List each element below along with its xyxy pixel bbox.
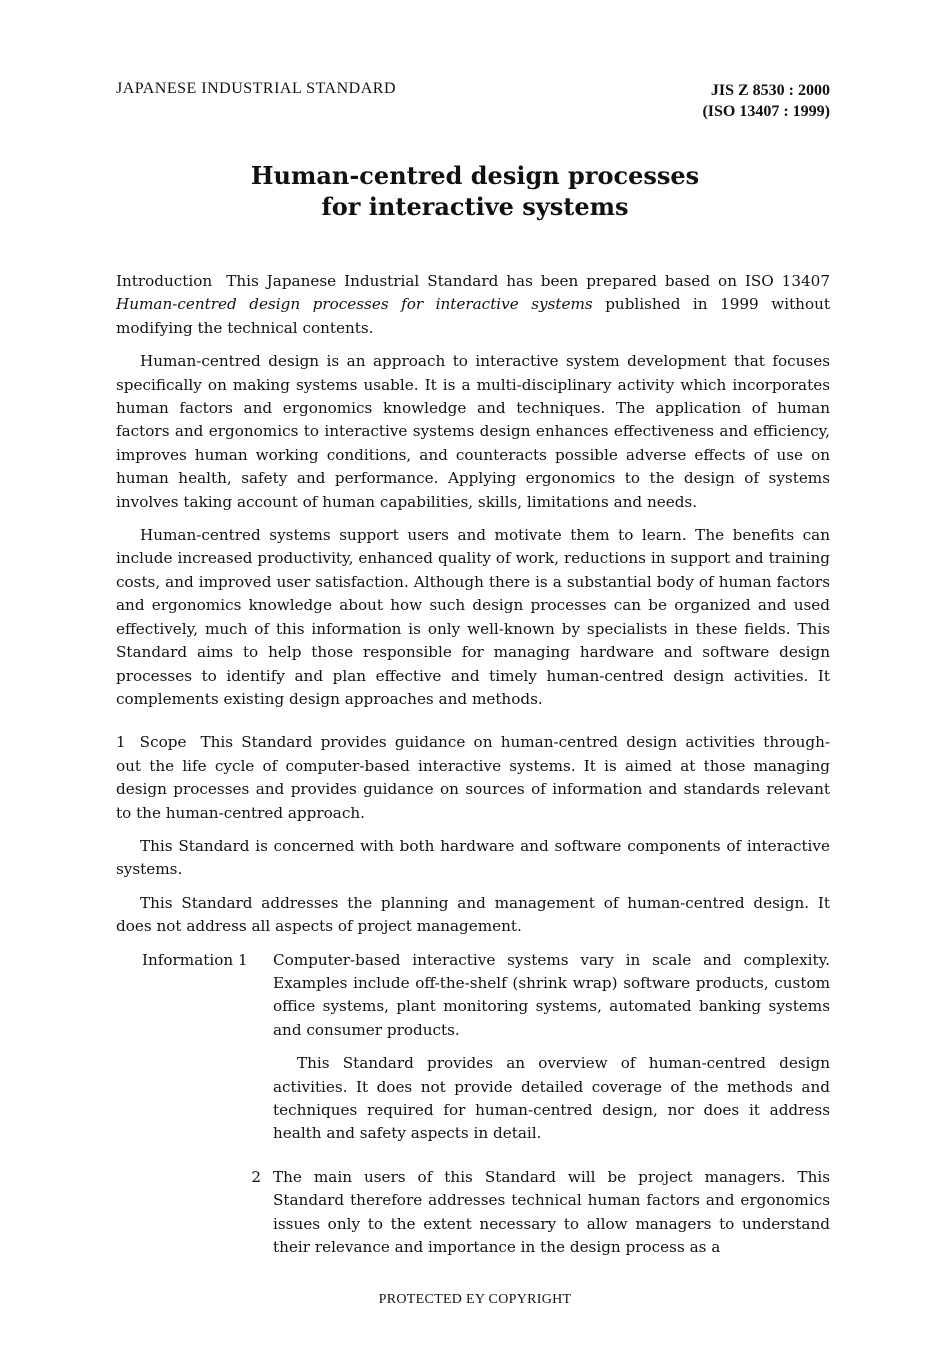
document-body xyxy=(116,270,830,1279)
copyright-footer: PROTECTED EY COPYRIGHT xyxy=(378,1292,572,1307)
scope-paragraph-2: This Standard is concerned with both hardware and software components of interactive systems. xyxy=(116,836,830,879)
introduction-heading: Introduction xyxy=(116,272,213,290)
information-item-2-number: 2 xyxy=(251,1167,261,1186)
information-item-1-text xyxy=(273,949,830,1156)
scope-paragraph-1 xyxy=(116,731,830,825)
title-line-1: Human-centred design processes xyxy=(250,161,700,190)
intro-text-a: This Japanese Industrial Standard has been prepared based on ISO 13407 xyxy=(226,272,830,290)
iso-reference: (ISO 13407 : 1999) xyxy=(702,103,830,120)
intro-text-b: published in 1999 without modifying the technical contents. xyxy=(116,295,830,337)
scope-paragraph-3: This Standard addresses the planning and management of human-centred design. It does not address all aspects of project management. xyxy=(116,893,830,936)
title-line-2: for interactive systems xyxy=(321,192,629,221)
information-label-text: Information xyxy=(142,950,234,969)
scope-text-1: This Standard provides guidance on human-centred design activities through- out the life cycle of computer-based interactive systems. It is aimed at those managing design processes and provides guidance on sources of information and standards relevant to the human-centred approach. xyxy=(116,733,830,822)
document-title xyxy=(0,160,950,222)
information-item-1-paragraph-2: This Standard provides an overview of human-centred design activities. It does not provide detailed coverage of the methods and techniques required for human-centred design, nor does it address health and safety aspects in detail. xyxy=(273,1054,830,1143)
scope-number: 1 xyxy=(116,733,126,752)
standard-type-label: JAPANESE INDUSTRIAL STANDARD xyxy=(116,80,396,97)
information-item-1-number: 1 xyxy=(237,950,248,969)
introduction-paragraph-2: Human-centred design is an approach to interactive system development that focuses specifically on making systems usable. It is a multi-disciplinary activity which incorporates human factors and ergonomics knowledge and techniques. The application of human factors and ergonomics to interactive systems design enhances effectiveness and efficiency, improves human working conditions, and counteracts possible adverse effects of use on human health, safety and performance. Applying ergonomics to the design of systems involves taking account of human capabilities, skills, limitations and needs. xyxy=(116,352,830,511)
information-item-2-label xyxy=(116,1166,273,1270)
standard-identifier xyxy=(702,80,830,122)
information-item-2 xyxy=(116,1166,830,1270)
introduction-paragraph-1 xyxy=(116,270,830,340)
introduction-paragraph-3: Human-centred systems support users and motivate them to learn. The benefits can include increased productivity, enhanced quality of work, reductions in support and training costs, and improved user satisfaction. Although there is a substantial body of human factors and ergonomics knowledge about how such design processes can be organized and used effectively, much of this information is only well-known by specialists in these fields. This Standard aims to help those responsible for managing hardware and software design processes to identify and plan effective and timely human-centred design activities. It complements existing design approaches and methods. xyxy=(116,526,830,708)
information-item-1-paragraph-1: Computer-based interactive systems vary in scale and complexity. Examples include off-the-shelf (shrink wrap) software products, custom office systems, plant monitoring systems, automated banking systems and consumer products. xyxy=(273,950,830,1039)
information-label xyxy=(116,949,273,1156)
scope-heading: Scope xyxy=(139,733,187,752)
information-item-2-text xyxy=(273,1166,830,1270)
intro-title-italic: Human-centred design processes for interactive systems xyxy=(116,295,593,314)
jis-number: JIS Z 8530 : 2000 xyxy=(710,82,830,99)
information-item-2-paragraph-1: The main users of this Standard will be project managers. This Standard therefore addresses technical human factors and ergonomics issues only to the extent necessary to allow managers to understand their relevance and importance in the design process as a xyxy=(273,1167,830,1257)
information-item-1 xyxy=(116,949,830,1156)
